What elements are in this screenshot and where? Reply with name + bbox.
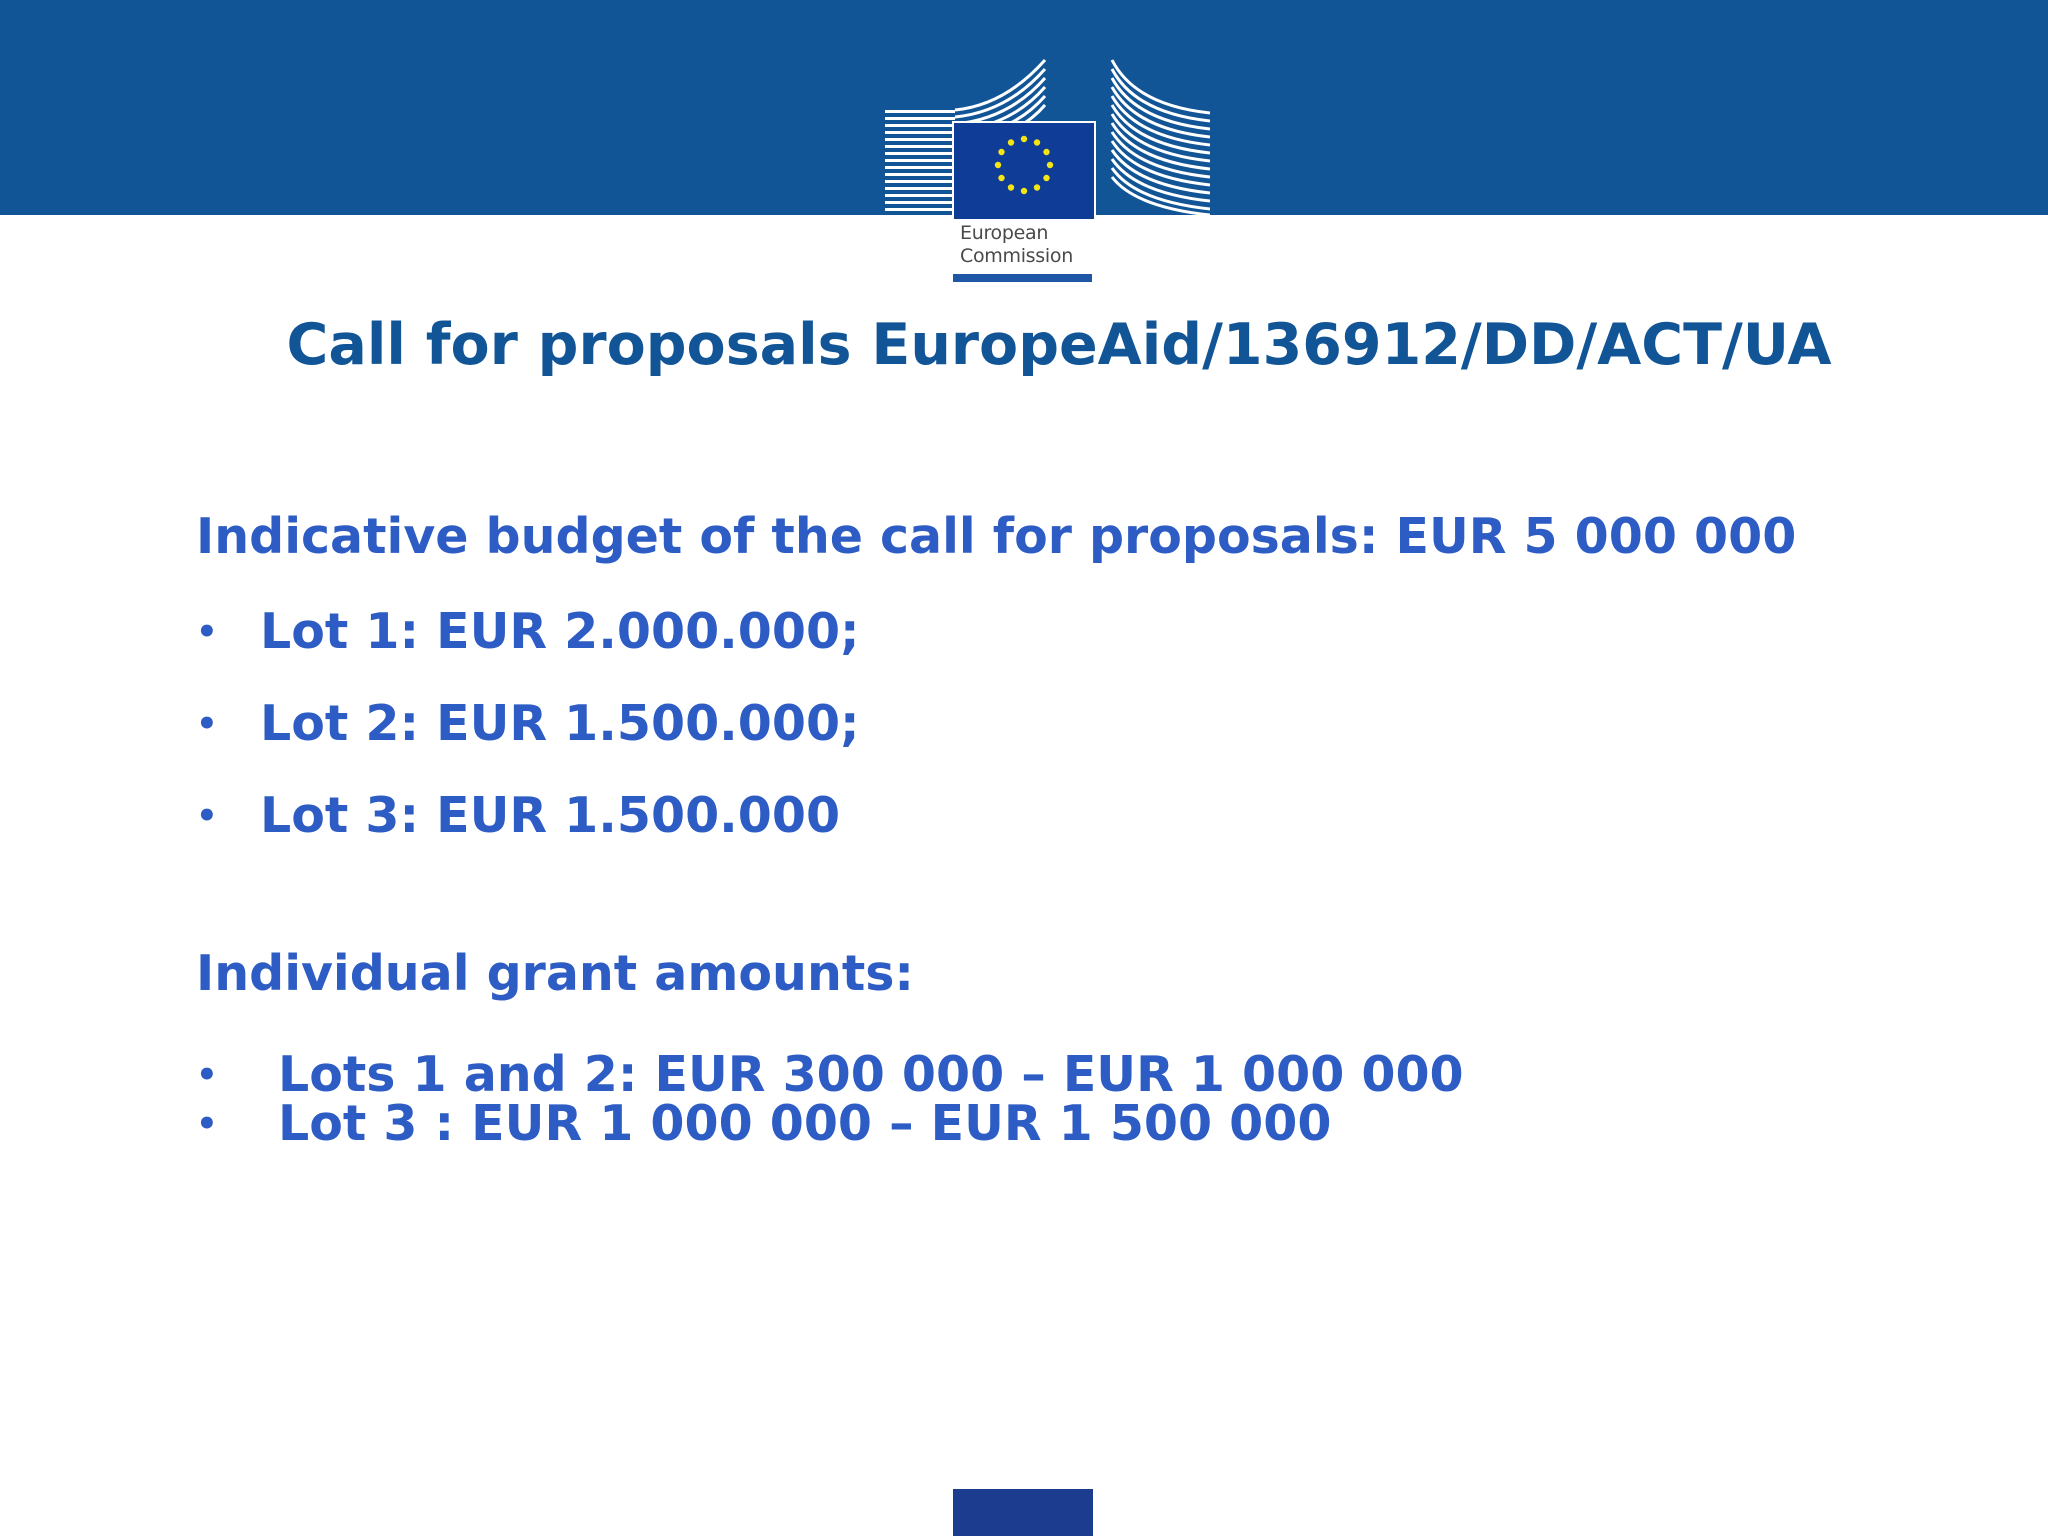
budget-item-text: Lot 3: EUR 1.500.000 xyxy=(260,787,841,844)
logo-underline xyxy=(953,274,1092,282)
bullet-icon: • xyxy=(196,796,218,836)
logo-wordmark xyxy=(960,222,1160,268)
budget-item-text: Lot 1: EUR 2.000.000; xyxy=(260,603,860,660)
berlaymont-left-wing xyxy=(885,110,955,211)
bullet-icon: • xyxy=(196,704,218,744)
eu-flag xyxy=(953,122,1095,220)
grants-heading: Individual grant amounts: xyxy=(196,945,915,1002)
logo-line-commission: Commission xyxy=(960,245,1073,267)
grant-item-text: Lot 3 : EUR 1 000 000 – EUR 1 500 000 xyxy=(278,1095,1332,1152)
budget-heading: Indicative budget of the call for proposals: EUR 5 000 000 xyxy=(196,508,1797,565)
slide-title: Call for proposals EuropeAid/136912/DD/ACT/UA xyxy=(286,312,1832,378)
footer-flag xyxy=(953,1489,1093,1536)
berlaymont-right-wing xyxy=(1112,60,1210,215)
bullet-icon: • xyxy=(196,612,218,652)
budget-item-text: Lot 2: EUR 1.500.000; xyxy=(260,695,860,752)
bullet-icon: • xyxy=(196,1104,218,1144)
bullet-icon: • xyxy=(196,1055,218,1095)
grant-item-text: Lots 1 and 2: EUR 300 000 – EUR 1 000 000 xyxy=(278,1046,1464,1103)
logo-line-european: European xyxy=(960,222,1049,244)
